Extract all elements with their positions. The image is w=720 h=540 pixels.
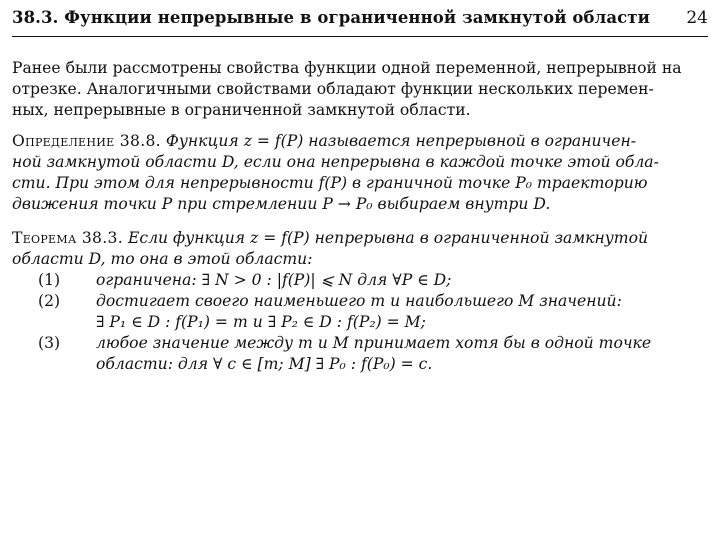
theorem-text: Если функция z = f(P) непрерывна в ограниченной замкнутой — [127, 229, 649, 247]
item-continuation: области: для ∀ c ∈ [m; M] ∃ P₀ : f(P₀) = c. — [96, 355, 433, 373]
theorem-label: Теорема 38.3. — [12, 229, 124, 247]
item-text: достигает своего наименьшего m и наибольшего M значений: — [96, 292, 622, 310]
intro-line: ных, непрерывные в ограниченной замкнутой области. — [12, 101, 471, 119]
theorem-line — [12, 228, 694, 249]
theorem-line: области D, то она в этой области: — [12, 250, 313, 268]
intro-paragraph — [12, 58, 694, 121]
definition-line — [12, 131, 694, 152]
definition-block — [12, 131, 694, 215]
intro-line: Ранее были рассмотрены свойства функции одной переменной, непрерывной на — [12, 59, 682, 77]
section-title: 38.3. Функции непрерывные в ограниченной замкнутой области — [12, 8, 650, 27]
definition-line: ной замкнутой области D, если она непрерывна в каждой точке этой обла- — [12, 153, 659, 171]
intro-line: отрезке. Аналогичными свойствами обладают функции нескольких перемен- — [12, 80, 654, 98]
definition-label: Определение 38.8. — [12, 132, 161, 150]
theorem-item — [12, 270, 694, 291]
item-number: (2) — [38, 292, 61, 310]
slide-content — [12, 58, 694, 375]
page-number: 24 — [686, 8, 708, 28]
item-number: (1) — [38, 271, 61, 289]
theorem-item — [12, 291, 694, 312]
item-text: ограничена: ∃ N > 0 : |f(P)| ⩽ N для ∀P ∈ D; — [96, 271, 452, 289]
header-rule — [12, 36, 708, 37]
page-header — [12, 6, 708, 36]
item-continuation: ∃ P₁ ∈ D : f(P₁) = m и ∃ P₂ ∈ D : f(P₂) = M; — [96, 313, 426, 331]
item-text: любое значение между m и M принимает хотя бы в одной точке — [96, 334, 652, 352]
definition-line: сти. При этом для непрерывности f(P) в граничной точке P₀ траекторию — [12, 174, 648, 192]
definition-line: движения точки P при стремлении P → P₀ выбираем внутри D. — [12, 195, 551, 213]
theorem-item — [12, 333, 694, 354]
definition-text: Функция z = f(P) называется непрерывной в ограничен- — [165, 132, 636, 150]
theorem-block — [12, 228, 694, 375]
item-number: (3) — [38, 334, 61, 352]
